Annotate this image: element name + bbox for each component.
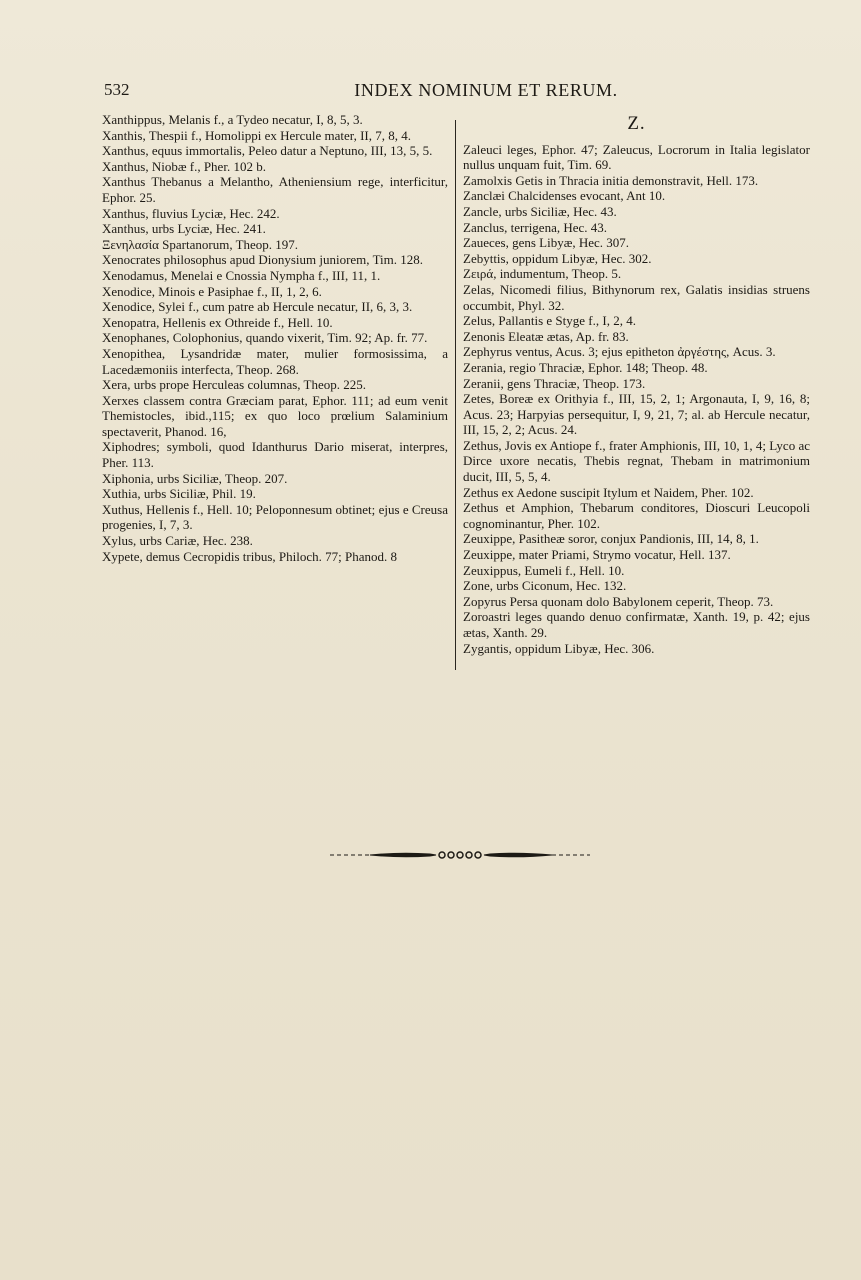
index-entry: Zetes, Boreæ ex Orithyia f., III, 15, 2, 1; Argonauta, I, 9, 16, 8; Acus. 23; Harpyias persequitur, I, 9, 21, 7; al. ab Hercule necatur, III, 15, 2, 2; Acus. 24.	[463, 391, 810, 438]
index-entry: Ζειρά, indumentum, Theop. 5.	[463, 266, 622, 282]
index-entry: Zethus, Jovis ex Antiope f., frater Amphionis, III, 10, 1, 4; Lyco ac Dirce uxore necatis, Thebis regnat, Thebam in matrimonium ducit, III, 5, 5, 4.	[463, 437, 810, 485]
index-entry: Xiphonia, urbs Siciliæ, Theop. 207.	[102, 470, 288, 486]
index-entry: Zygantis, oppidum Libyæ, Hec. 306.	[463, 640, 655, 656]
index-entry: Xypete, demus Cecropidis tribus, Philoch. 77; Phanod. 8	[102, 548, 398, 564]
index-entry: Xanthus, Niobæ f., Pher. 102 b.	[102, 158, 266, 174]
column-divider	[455, 120, 456, 670]
index-entry: Xanthippus, Melanis f., a Tydeo necatur, I, 8, 5, 3.	[102, 112, 363, 127]
index-entry: Zoroastri leges quando denuo confirmatæ, Xanth. 19, p. 42; ejus ætas, Xanth. 29.	[463, 609, 810, 640]
index-entry: Xanthus, urbs Lyciæ, Hec. 241.	[102, 221, 266, 237]
index-entry: Xanthus Thebanus a Melantho, Atheniensium rege, interficitur, Ephor. 25.	[102, 174, 448, 205]
index-entry: Xera, urbs prope Herculeas columnas, Theop. 225.	[102, 377, 367, 393]
index-entry: Xenodamus, Menelai e Cnossia Nympha f., III, 11, 1.	[102, 267, 381, 283]
index-entry: Zeuxippus, Eumeli f., Hell. 10.	[463, 562, 625, 578]
index-entry: Zerania, regio Thraciæ, Ephor. 148; Theop. 48.	[463, 359, 708, 375]
index-entry: Zethus ex Aedone suscipit Itylum et Naidem, Pher. 102.	[463, 484, 754, 500]
index-entry: Xenopatra, Hellenis ex Othreide f., Hell. 10.	[102, 314, 333, 330]
index-entry: Xylus, urbs Cariæ, Hec. 238.	[102, 533, 253, 549]
index-entry: Ξενηλασία Spartanorum, Theop. 197.	[102, 236, 299, 252]
index-entry: Xerxes classem contra Græciam parat, Ephor. 111; ad eum venit Themistocles, ibid.,115; ex quo loco prœlium Salaminium spectaverit, Phanod. 16,	[102, 392, 448, 439]
index-entry: Zelus, Pallantis e Stygе f., I, 2, 4.	[463, 313, 636, 329]
index-entry: Xenocrates philosophus apud Dionysium juniorem, Tim. 128.	[102, 252, 424, 268]
index-entry: Zeuxippe, Pasitheæ soror, conjux Pandionis, III, 14, 8, 1.	[463, 531, 759, 547]
index-entry: Zopyrus Persa quonam dolo Babylonem ceperit, Theop. 73.	[463, 593, 774, 609]
index-entry: Xenophanes, Colophonius, quando vixerit, Tim. 92; Ap. fr. 77.	[102, 330, 428, 346]
index-entry: Xanthus, fluvius Lyciæ, Hec. 242.	[102, 205, 280, 221]
index-entry: Zancle, urbs Siciliæ, Hec. 43.	[463, 203, 617, 219]
index-entry: Zenonis Eleatæ ætas, Ap. fr. 83.	[463, 328, 629, 344]
index-column-right	[463, 112, 810, 656]
index-entry: Xuthus, Hellenis f., Hell. 10; Peloponnesum obtinet; ejus e Creusa progenies, I, 7, 3.	[102, 501, 448, 533]
index-entry: Xuthia, urbs Siciliæ, Phil. 19.	[102, 486, 256, 502]
running-title: INDEX NOMINUM ET RERUM.	[354, 80, 618, 100]
ornamental-rule-icon	[330, 845, 590, 865]
index-column-left	[102, 112, 448, 564]
index-entry: Zaleuci leges, Ephor. 47; Zaleucus, Locrorum in Italia legislator nullus unquam fuit, Tim. 69.	[463, 141, 810, 173]
page-header	[102, 80, 810, 104]
section-letter-heading: Z.	[627, 113, 646, 134]
page-number: 532	[104, 80, 130, 99]
index-entry: Zamolxis Getis in Thracia initia demonstravit, Hell. 173.	[463, 172, 759, 188]
index-entry: Xenodice, Minois e Pasiphae f., II, 1, 2, 6.	[102, 283, 322, 299]
index-entry: Zeranii, gens Thraciæ, Theop. 173.	[463, 375, 646, 391]
index-entry: Zone, urbs Ciconum, Hec. 132.	[463, 578, 627, 594]
index-entry: Xanthis, Thespii f., Homolippi ex Hercule mater, II, 7, 8, 4.	[102, 127, 412, 143]
index-entry: Zeuxippe, mater Priami, Strymo vocatur, Hell. 137.	[463, 547, 731, 563]
index-entry: Zanclæi Chalcidenses evocant, Ant 10.	[463, 188, 666, 204]
index-entry: Zelas, Nicomedi filius, Bithynorum rex, Galatis insidias struens occumbit, Phyl. 32.	[463, 281, 810, 313]
index-entry: Xenopithea, Lysandridæ mater, mulier formosissima, a Lacedæmoniis interfecta, Theop. 268.	[102, 345, 448, 377]
index-entry: Zebyttis, oppidum Libyæ, Hec. 302.	[463, 250, 652, 266]
index-entry: Zephyrus ventus, Acus. 3; ejus epitheton ἀργέστης, Acus. 3.	[463, 344, 776, 360]
index-entry: Xenodice, Sylei f., cum patre ab Hercule necatur, II, 6, 3, 3.	[102, 299, 413, 315]
index-entry: Zanclus, terrigena, Hec. 43.	[463, 219, 608, 235]
index-entry: Zethus et Amphion, Thebarum conditores, Dioscuri Leucopoli cognominantur, Pher. 102.	[463, 500, 810, 531]
index-entry: Xiphodres; symboli, quod Idanthurus Dario miserat, interpres, Pher. 113.	[102, 439, 448, 471]
index-entry: Xanthus, equus immortalis, Peleo datur a Neptuno, III, 13, 5, 5.	[102, 143, 433, 159]
index-entry: Zaueces, gens Libyæ, Hec. 307.	[463, 235, 630, 251]
